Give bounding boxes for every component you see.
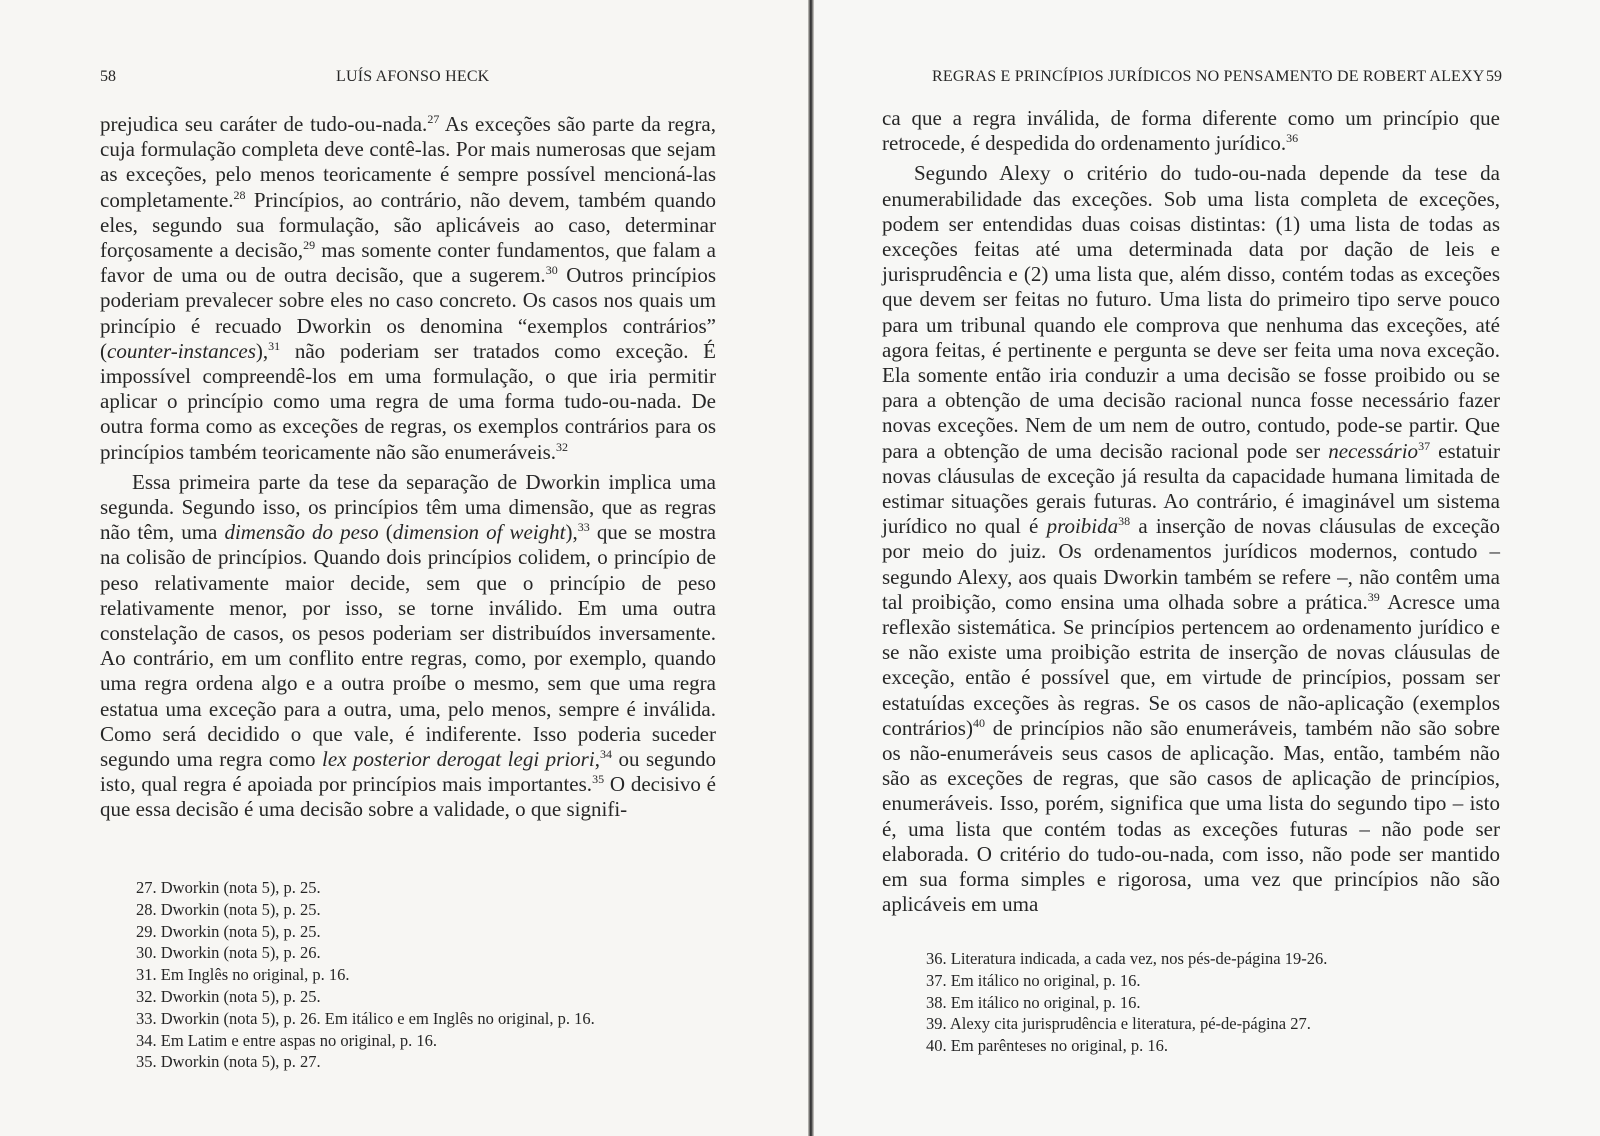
footnote: 32. Dworkin (nota 5), p. 25. [136,986,321,1006]
footnote: 28. Dworkin (nota 5), p. 25. [136,899,321,919]
footnote: 29. Dworkin (nota 5), p. 25. [136,921,321,941]
footnote: 38. Em itálico no original, p. 16. [926,992,1141,1012]
left-footnotes [136,877,595,1073]
footnote: 27. Dworkin (nota 5), p. 25. [136,878,321,897]
paragraph: Segundo Alexy o critério do tudo-ou-nada depende da tese da enumerabilidade das exceções. Sob uma lista completa de exceções, podem ser entendidas duas coisas distintas: (1) uma lista de todas as exceções feitas até uma determinada data por dação de leis e jurisprudência e (2) uma lista que, além disso, contém todas as exceções que devem ser feitas no futuro. Uma lista do primeiro tipo serve pouco para um tribunal quando ele comprova que nenhuma das exceções, até agora feitas, é pertinente e pergunta se deve ser feita uma nova exceção. Ela somente então iria conduzir a uma decisão se fosse proibido ou se para a obtenção de uma decisão racional nunca fosse necessário fazer novas exceções. Nem de um nem de outro, contudo, pode-se partir. Que para a obtenção de uma decisão racional pode ser necessário$^{37}$ estatuir novas cláusulas de exceção já resulta da capacidade humana limitada de estimar situações gerais futuras. Ao contrário, é imaginável um sistema jurídico no qual é proibida$^{38}$ a inserção de novas cláusulas de exceção por meio do juiz. Os ordenamentos jurídicos modernos, contudo – segundo Alexy, aos quais Dworkin também se refere –, não contêm uma tal proibição, como ensina uma olhada sobre a prática.$^{39}$ Acresce uma reflexão sistemática. Se princípios pertencem ao ordenamento jurídico e se não existe uma proibição estrita de inserção de novas cláusulas de exceção, então é possível que, em virtude de princípios, possam ser estatuídas exceções às regras. Se os casos de não-aplicação (exemplos contrários)$^{40}$ de princípios não são enumeráveis, também não são sobre os não-enumeráveis seus casos de aplicação. Mas, então, também não são as exceções de regras, que são casos de aplicação de princípios, enumeráveis. Isso, porém, significa que uma lista do segundo tipo – isto é, uma lista que contém todas as exceções futuras – não pode ser elaborada. O critério do tudo-ou-nada, com isso, não pode ser mantido em sua forma simples e rigorosa, uma vez que princípios não são aplicáveis em uma [882,161,1501,917]
left-body-text [100,112,716,823]
footnote: 31. Em Inglês no original, p. 16. [136,965,350,985]
footnote: 37. Em itálico no original, p. 16. [926,970,1141,990]
footnote-marker: 39 [1367,589,1380,604]
footnote-marker: 36 [1286,131,1299,146]
right-page [814,0,1600,1136]
footnote-marker: 34 [599,747,612,762]
footnote-marker: 37 [1418,438,1431,453]
footnote: 30. Dworkin (nota 5), p. 26. [136,943,321,963]
footnote-marker: 27 [427,112,440,126]
footnote-marker: 32 [556,439,569,454]
footnote: 40. Em parênteses no original, p. 16. [926,1036,1168,1056]
footnote-marker: 31 [268,338,281,353]
footnote-marker: 40 [972,715,985,730]
italic-term: proibida [1046,514,1119,539]
italic-term: dimension of weight [392,520,566,545]
running-head: REGRAS E PRINCÍPIOS JURÍDICOS NO PENSAMENTO DE ROBERT ALEXY [932,68,1485,85]
paragraph: prejudica seu caráter de tudo-ou-nada.$^{27}$ As exceções são parte da regra, cuja formulação completa deve contê-las. Por mais numerosas que sejam as exceções, pelo menos teoricamente é sempre possível mencioná-las completamente.$^{28}$ Princípios, ao contrário, não devem, também quando eles, segundo sua formulação, são aplicáveis ao caso, determinar forçosamente a decisão,$^{29}$ mas somente conter fundamentos, que falam a favor de uma ou de outra decisão, que a sugerem.$^{30}$ Outros princípios poderiam prevalecer sobre eles no caso concreto. Os casos nos quais um princípio é recuado Dworkin os denomina “exemplos contrários” (counter-instances),$^{31}$ não poderiam ser tratados como exceção. É impossível compreendê-los em uma formulação, o que iria permitir aplicar o princípio como uma regra de uma forma tudo-ou-nada. De outra forma como as exceções de regras, os exemplos contrários para os princípios também teoricamente não são enumeráveis.$^{32}$ [100,112,716,464]
footnote-marker: 28 [233,187,246,202]
paragraph: ca que a regra inválida, de forma diferente como um princípio que retrocede, é despedida do ordenamento jurídico.$^{36}$ [882,106,1500,156]
footnote: 36. Literatura indicada, a cada vez, nos pés-de-página 19-26. [926,949,1328,968]
footnote-marker: 35 [592,772,605,787]
footnote-marker: 33 [577,520,590,535]
footnote: 35. Dworkin (nota 5), p. 27. [136,1052,321,1072]
footnote-marker: 38 [1118,514,1131,529]
running-head: LUÍS AFONSO HECK [336,68,490,85]
footnote: 34. Em Latim e entre aspas no original, p. 16. [136,1030,438,1050]
right-footnotes [926,948,1327,1057]
paragraph: Essa primeira parte da tese da separação de Dworkin implica uma segunda. Segundo isso, os princípios têm uma dimensão, que as regras não têm, uma dimensão do peso (dimension of weight),$^{33}$ que se mostra na colisão de princípios. Quando dois princípios colidem, o princípio de peso relativamente maior decide, sem que o princípio de peso relativamente menor, por isso, se torne inválido. Em uma outra constelação de casos, os pesos poderiam ser distribuídos inversamente. Ao contrário, em um conflito entre regras, como, por exemplo, quando uma regra ordena algo e a outra proíbe o mesmo, sem que uma regra estatua uma exceção para a outra, uma, pelo menos, sempre é inválida. Como será decidido o que vale, é indiferente. Isso poderia suceder segundo uma regra como lex posterior derogat legi priori,$^{34}$ ou segundo isto, qual regra é apoiada por princípios mais importantes.$^{35}$ O decisivo é que essa decisão é uma decisão sobre a validade, o que signifi- [100,469,716,822]
italic-term: necessário [1328,438,1419,463]
footnote: 39. Alexy cita jurisprudência e literatura, pé-de-página 27. [926,1014,1311,1034]
footnote: 33. Dworkin (nota 5), p. 26. Em itálico e em Inglês no original, p. 16. [136,1008,595,1028]
page-number: 59 [1486,68,1502,85]
italic-term: lex posterior derogat legi priori [322,747,595,772]
page-number: 58 [100,68,116,85]
right-body-text [882,106,1500,918]
footnote-marker: 29 [303,238,316,253]
footnote-marker: 30 [545,263,558,278]
italic-term: counter-instances [107,338,256,363]
italic-term: dimensão do peso [224,520,379,545]
